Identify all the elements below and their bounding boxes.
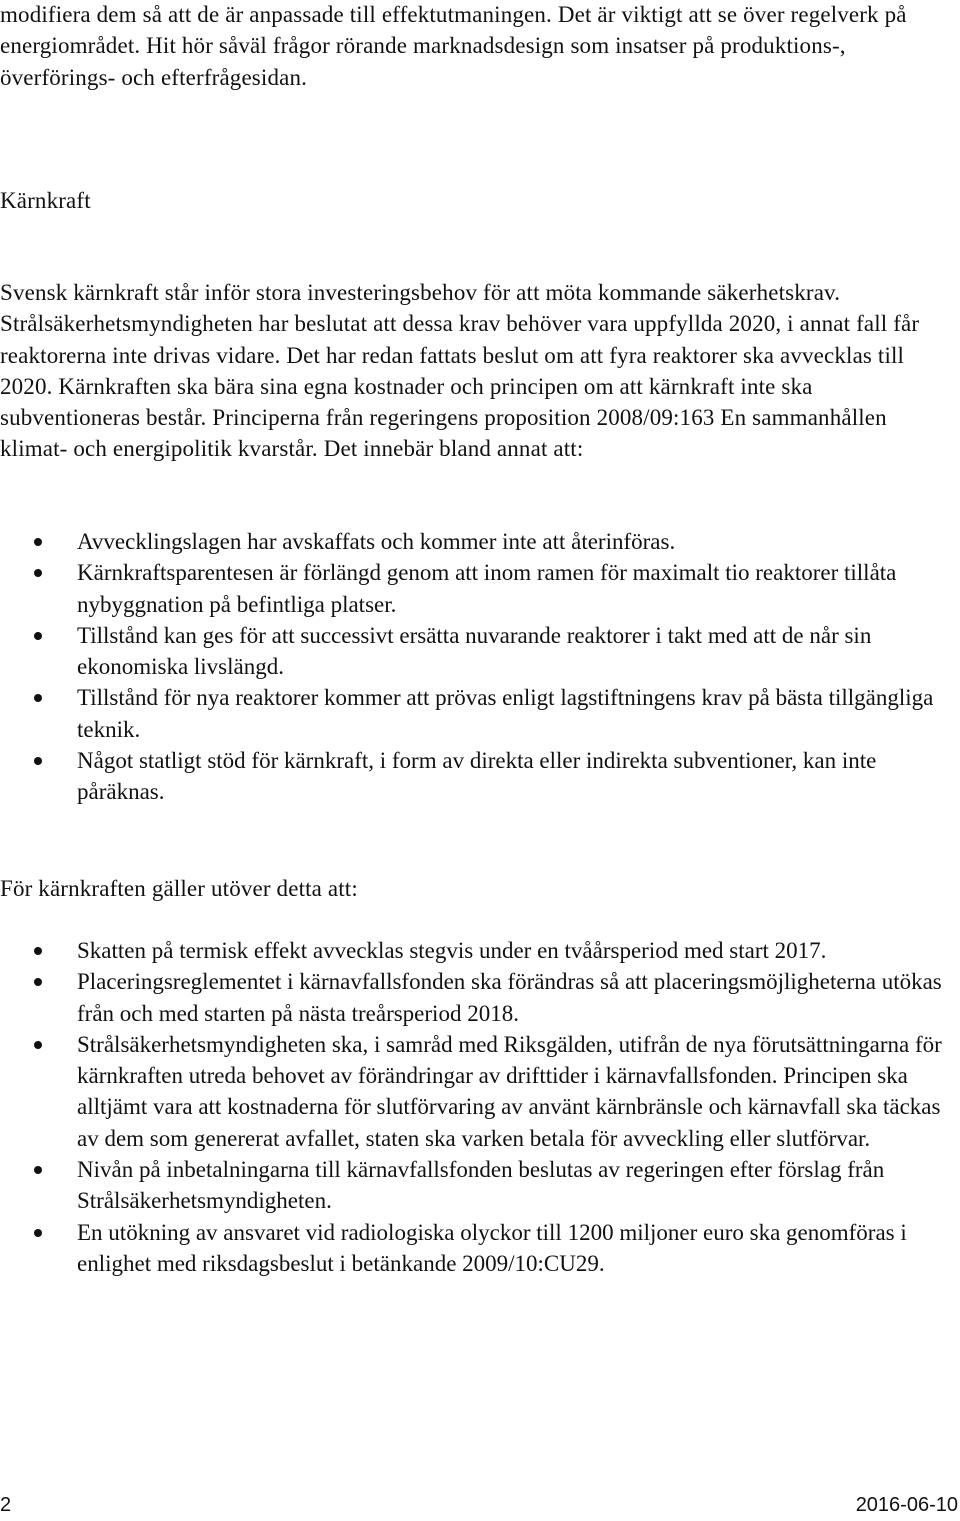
bullet-icon	[34, 1166, 42, 1174]
list-item: Något statligt stöd för kärnkraft, i form av direkta eller indirekta subventioner, kan inte påräknas.	[0, 745, 950, 808]
list-item: Tillstånd för nya reaktorer kommer att prövas enligt lagstiftningens krav på bästa tillgängliga teknik.	[0, 682, 950, 745]
bullet-icon	[34, 569, 42, 577]
bullet-icon	[34, 978, 42, 986]
list-item: Tillstånd kan ges för att successivt ersätta nuvarande reaktorer i takt med att de når sin ekonomiska livslängd.	[0, 620, 950, 683]
list-item: Strålsäkerhetsmyndigheten ska, i samråd med Riksgälden, utifrån de nya förutsättningarna för kärnkraften utreda behovet av förändringar av drifttider i kärnavfallsfonden. Principen ska alltjämt vara att kostnaderna för slutförvaring av använt kärnbränsle och kärnavfall ska täckas av dem som genererat avfallet, staten ska varken betala för avveckling eller slutförvar.	[0, 1029, 950, 1154]
subheading: För kärnkraften gäller utöver detta att:	[0, 876, 358, 901]
list-item: Skatten på termisk effekt avvecklas stegvis under en tvåårsperiod med start 2017.	[0, 935, 950, 966]
list-item: En utökning av ansvaret vid radiologiska olyckor till 1200 miljoner euro ska genomföras i enlighet med riksdagsbeslut i betänkande 2009/10:CU29.	[0, 1217, 950, 1280]
list-item: Kärnkraftsparentesen är förlängd genom att inom ramen för maximalt tio reaktorer tillåta nybyggnation på befintliga platser.	[0, 557, 950, 620]
bullet-icon	[34, 757, 42, 765]
bullet-icon	[34, 694, 42, 702]
list-item: Placeringsreglementet i kärnavfallsfonden ska förändras så att placeringsmöjligheterna utökas från och med starten på nästa treårsperiod 2018.	[0, 966, 950, 1029]
bullet-list-1	[0, 526, 950, 808]
bullet-icon	[34, 947, 42, 955]
bullet-icon	[34, 1041, 42, 1049]
section-paragraph: Svensk kärnkraft står inför stora investeringsbehov för att möta kommande säkerhetskrav. Strålsäkerhetsmyndigheten har beslutat att dessa krav behöver vara uppfyllda 2020, i annat fall får reaktorerna inte drivas vidare. Det har redan fattats beslut om att fyra reaktorer ska avvecklas till 2020. Kärnkraften ska bära sina egna kostnader och principen om att kärnkraft inte ska subventioneras består. Principerna från regeringens proposition 2008/09:163 En sammanhållen klimat- och energipolitik kvarstår. Det innebär bland annat att:	[0, 280, 920, 462]
list-item: Avvecklingslagen har avskaffats och kommer inte att återinföras.	[0, 526, 950, 557]
section-heading: Kärnkraft	[0, 188, 91, 213]
bullet-icon	[34, 632, 42, 640]
intro-paragraph: modifiera dem så att de är anpassade till effektutmaningen. Det är viktigt att se över regelverk på energiområdet. Hit hör såväl frågor rörande marknadsdesign som insatser på produktions-, överförings- och efterfrågesidan.	[0, 2, 907, 90]
bullet-list-2	[0, 935, 950, 1279]
bullet-icon	[34, 1229, 42, 1237]
footer-date: 2016-06-10	[855, 1494, 958, 1516]
page-number: 2	[0, 1494, 12, 1516]
list-item: Nivån på inbetalningarna till kärnavfallsfonden beslutas av regeringen efter förslag från Strålsäkerhetsmyndigheten.	[0, 1154, 950, 1217]
bullet-icon	[34, 538, 42, 546]
